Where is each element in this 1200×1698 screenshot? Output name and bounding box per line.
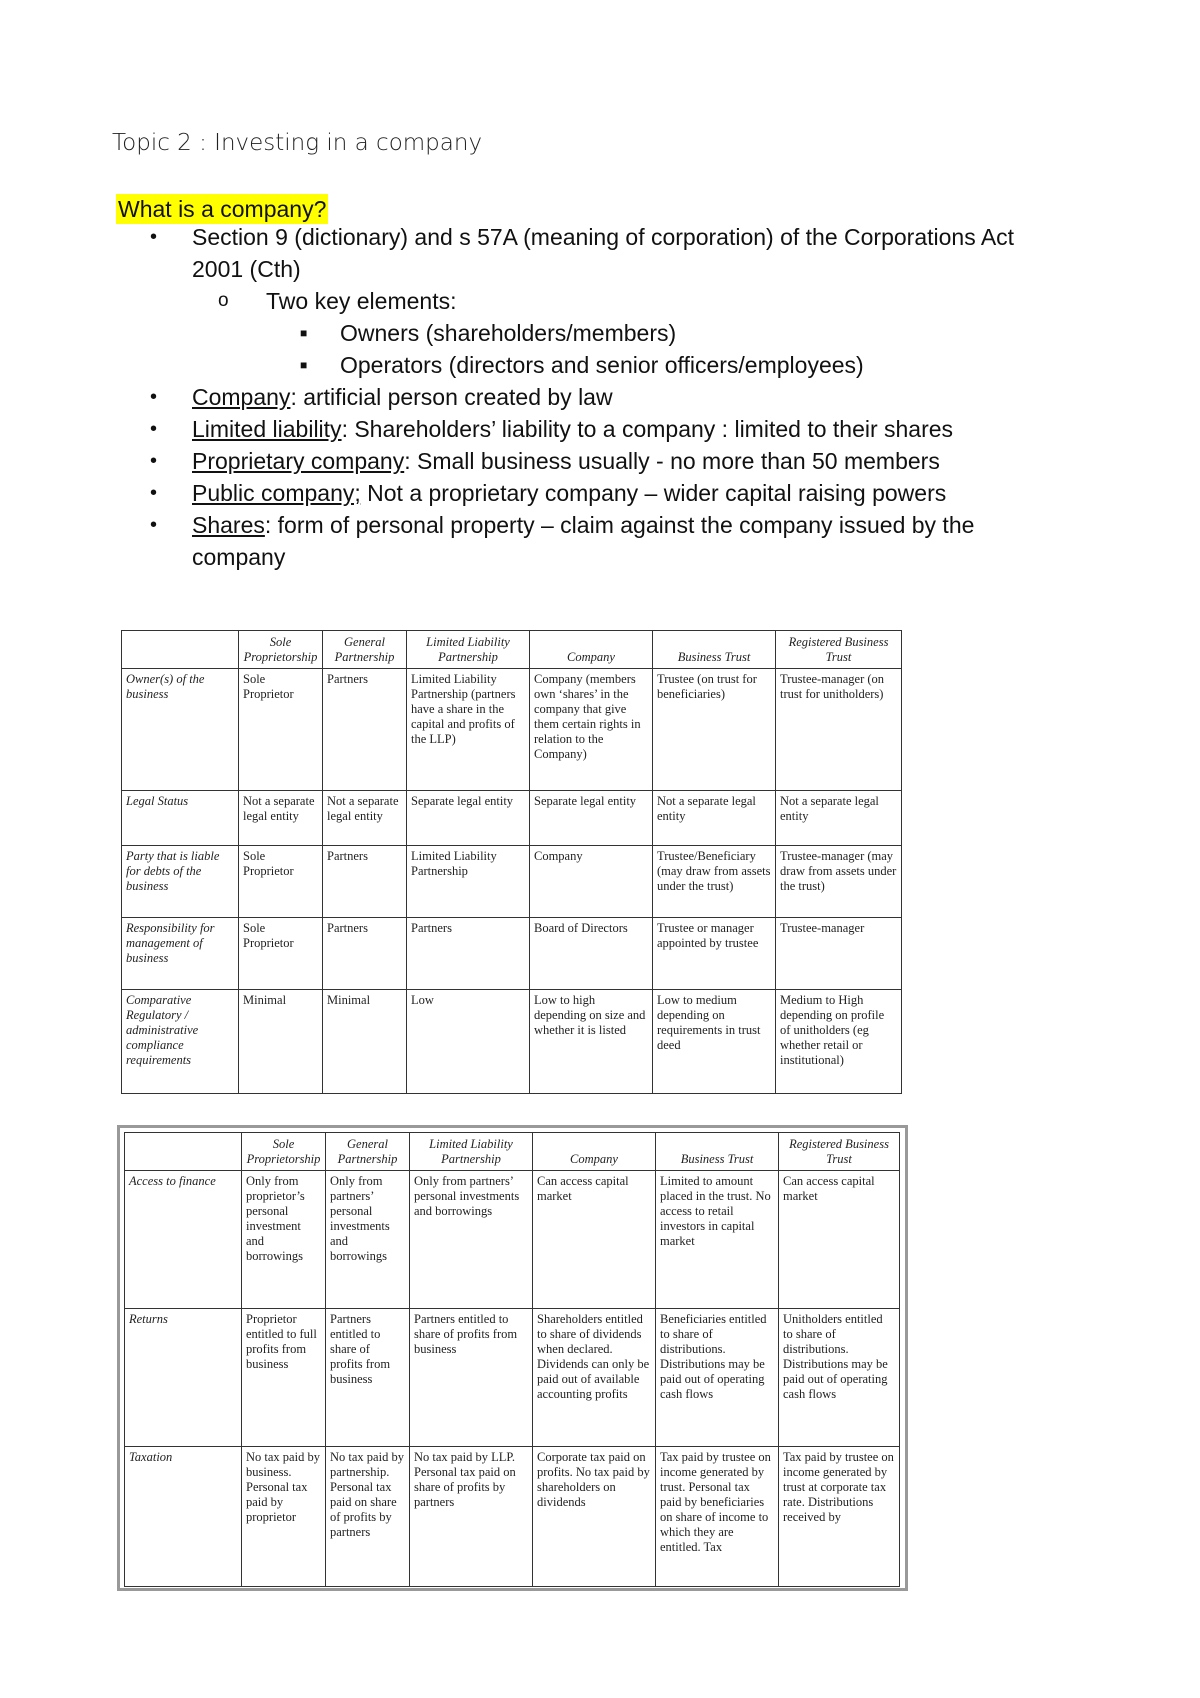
table-row — [122, 846, 902, 918]
row-header-cell: Taxation — [125, 1447, 242, 1587]
bullet-dot: • — [150, 514, 158, 536]
table-cell: Can access capital market — [779, 1171, 900, 1309]
table-header-cell: Company — [533, 1133, 656, 1171]
table-cell: Board of Directors — [530, 918, 653, 990]
table-header-row — [122, 631, 902, 669]
topic-title: Topic 2 : Investing in a company — [112, 130, 483, 156]
table-cell: No tax paid by LLP. Personal tax paid on share of profits by partners — [410, 1447, 533, 1587]
table-header-cell: Business Trust — [653, 631, 776, 669]
table-row — [125, 1309, 900, 1447]
table-cell: Medium to High depending on profile of unitholders (eg whether retail or institutional) — [776, 990, 902, 1094]
row-header-cell: Owner(s) of the business — [122, 669, 239, 791]
definition-text: : artificial person created by law — [290, 384, 613, 410]
table-cell: Sole Proprietor — [239, 846, 323, 918]
table-cell: Low to medium depending on requirements in trust deed — [653, 990, 776, 1094]
row-header-cell: Access to finance — [125, 1171, 242, 1309]
definition-text: : Shareholders’ liability to a company : limited to their shares — [341, 416, 954, 442]
table-header-cell: General Partnership — [323, 631, 407, 669]
table-cell: Trustee or manager appointed by trustee — [653, 918, 776, 990]
square-bullet: ■ — [300, 326, 308, 340]
table-cell: Trustee-manager — [776, 918, 902, 990]
table-cell: Beneficiaries entitled to share of distributions. Distributions may be paid out of operating cash flows — [656, 1309, 779, 1447]
row-header-cell: Legal Status — [122, 791, 239, 846]
definition-text: : Small business usually - no more than 50 members — [404, 448, 940, 474]
table-cell: Separate legal entity — [530, 791, 653, 846]
table-2-frame — [117, 1125, 908, 1591]
table-cell: Partners — [407, 918, 530, 990]
definition-text: : form of personal property – claim against the company issued by the — [264, 512, 975, 538]
table-header-cell — [122, 631, 239, 669]
table-header-cell: Registered Business Trust — [776, 631, 902, 669]
table-header-cell: Sole Proprietorship — [239, 631, 323, 669]
bullet-dot: • — [150, 386, 158, 408]
definition-company — [192, 382, 613, 412]
table-cell: Trustee-manager (may draw from assets under the trust) — [776, 846, 902, 918]
table-header-cell: General Partnership — [326, 1133, 410, 1171]
row-header-cell: Responsibility for management of business — [122, 918, 239, 990]
table-row — [122, 990, 902, 1094]
table-cell: Shareholders entitled to share of dividends when declared. Dividends can only be paid out of available accounting profits — [533, 1309, 656, 1447]
table-cell: Partners — [323, 846, 407, 918]
definition-shares — [192, 510, 974, 540]
bullet-dot: • — [150, 482, 158, 504]
term-company: Company — [192, 384, 291, 410]
section-line-2: 2001 (Cth) — [192, 256, 301, 282]
table-row — [125, 1171, 900, 1309]
table-header-cell: Limited Liability Partnership — [407, 631, 530, 669]
term-shares: Shares — [192, 512, 265, 538]
table-cell: Partners — [323, 669, 407, 791]
table-cell: Minimal — [239, 990, 323, 1094]
table-row — [125, 1447, 900, 1587]
table-cell: Corporate tax paid on profits. No tax paid by shareholders on dividends — [533, 1447, 656, 1587]
table-cell: Tax paid by trustee on income generated by trust at corporate tax rate. Distributions received by — [779, 1447, 900, 1587]
table-row — [122, 791, 902, 846]
table-cell: Trustee (on trust for beneficiaries) — [653, 669, 776, 791]
table-cell: Partners entitled to share of profits from business — [326, 1309, 410, 1447]
table-cell: Low — [407, 990, 530, 1094]
bullet-dot: • — [150, 418, 158, 440]
table-header-row — [125, 1133, 900, 1171]
table-header-cell: Company — [530, 631, 653, 669]
section-heading: What is a company? — [118, 196, 327, 222]
definition-public — [192, 478, 946, 508]
table-cell: No tax paid by business. Personal tax paid by proprietor — [242, 1447, 326, 1587]
definition-limited-liability — [192, 414, 953, 444]
table-cell: Partners — [323, 918, 407, 990]
table-cell: Not a separate legal entity — [239, 791, 323, 846]
table-header-cell: Registered Business Trust — [779, 1133, 900, 1171]
term-public: Public company; — [192, 480, 361, 506]
table-cell: Tax paid by trustee on income generated by trust. Personal tax paid by beneficiaries on share of income to which they are entitled. Tax — [656, 1447, 779, 1587]
table-cell: Limited to amount placed in the trust. No access to retail investors in capital market — [656, 1171, 779, 1309]
table-cell: Company (members own ‘shares’ in the company that give them certain rights in relation to the Company) — [530, 669, 653, 791]
table-cell: Can access capital market — [533, 1171, 656, 1309]
table-cell: Only from partners’ personal investments and borrowings — [326, 1171, 410, 1309]
table-row — [122, 918, 902, 990]
definition-proprietary — [192, 446, 940, 476]
table-cell: Trustee/Beneficiary (may draw from assets under the trust) — [653, 846, 776, 918]
table-cell: Company — [530, 846, 653, 918]
table-cell: Partners entitled to share of profits from business — [410, 1309, 533, 1447]
table-header-cell: Sole Proprietorship — [242, 1133, 326, 1171]
table-cell: Minimal — [323, 990, 407, 1094]
table-header-cell: Business Trust — [656, 1133, 779, 1171]
table-cell: Not a separate legal entity — [776, 791, 902, 846]
table-row — [122, 669, 902, 791]
table-cell: Only from proprietor’s personal investment and borrowings — [242, 1171, 326, 1309]
shares-continuation: company — [192, 544, 286, 570]
business-structure-table-2 — [124, 1132, 900, 1587]
table-cell: Limited Liability Partnership — [407, 846, 530, 918]
table-cell: Only from partners’ personal investments and borrowings — [410, 1171, 533, 1309]
table-header-cell — [125, 1133, 242, 1171]
table-header-cell: Limited Liability Partnership — [410, 1133, 533, 1171]
row-header-cell: Comparative Regulatory / administrative compliance requirements — [122, 990, 239, 1094]
business-structure-table-1 — [121, 630, 902, 1094]
sub-bullet-o: o — [218, 290, 229, 311]
term-proprietary: Proprietary company — [192, 448, 405, 474]
operators-line: Operators (directors and senior officers/employees) — [340, 352, 864, 378]
table-cell: Sole Proprietor — [239, 918, 323, 990]
owners-line: Owners (shareholders/members) — [340, 320, 677, 346]
definition-text: Not a proprietary company – wider capital raising powers — [360, 480, 947, 506]
table-cell: Unitholders entitled to share of distributions. Distributions may be paid out of operating cash flows — [779, 1309, 900, 1447]
key-elements-line: Two key elements: — [266, 288, 457, 314]
table-cell: Not a separate legal entity — [653, 791, 776, 846]
table-cell: Proprietor entitled to full profits from business — [242, 1309, 326, 1447]
term-limited-liability: Limited liability — [192, 416, 342, 442]
bullet-dot: • — [150, 226, 158, 248]
table-cell: Low to high depending on size and whether it is listed — [530, 990, 653, 1094]
table-cell: No tax paid by partnership. Personal tax paid on share of profits by partners — [326, 1447, 410, 1587]
bullet-dot: • — [150, 450, 158, 472]
table-cell: Trustee-manager (on trust for unitholders) — [776, 669, 902, 791]
section-line-1: Section 9 (dictionary) and s 57A (meaning of corporation) of the Corporations Act — [192, 224, 1015, 250]
square-bullet: ■ — [300, 358, 308, 372]
table-cell: Limited Liability Partnership (partners have a share in the capital and profits of the LLP) — [407, 669, 530, 791]
table-cell: Not a separate legal entity — [323, 791, 407, 846]
table-cell: Sole Proprietor — [239, 669, 323, 791]
row-header-cell: Returns — [125, 1309, 242, 1447]
table-cell: Separate legal entity — [407, 791, 530, 846]
row-header-cell: Party that is liable for debts of the business — [122, 846, 239, 918]
